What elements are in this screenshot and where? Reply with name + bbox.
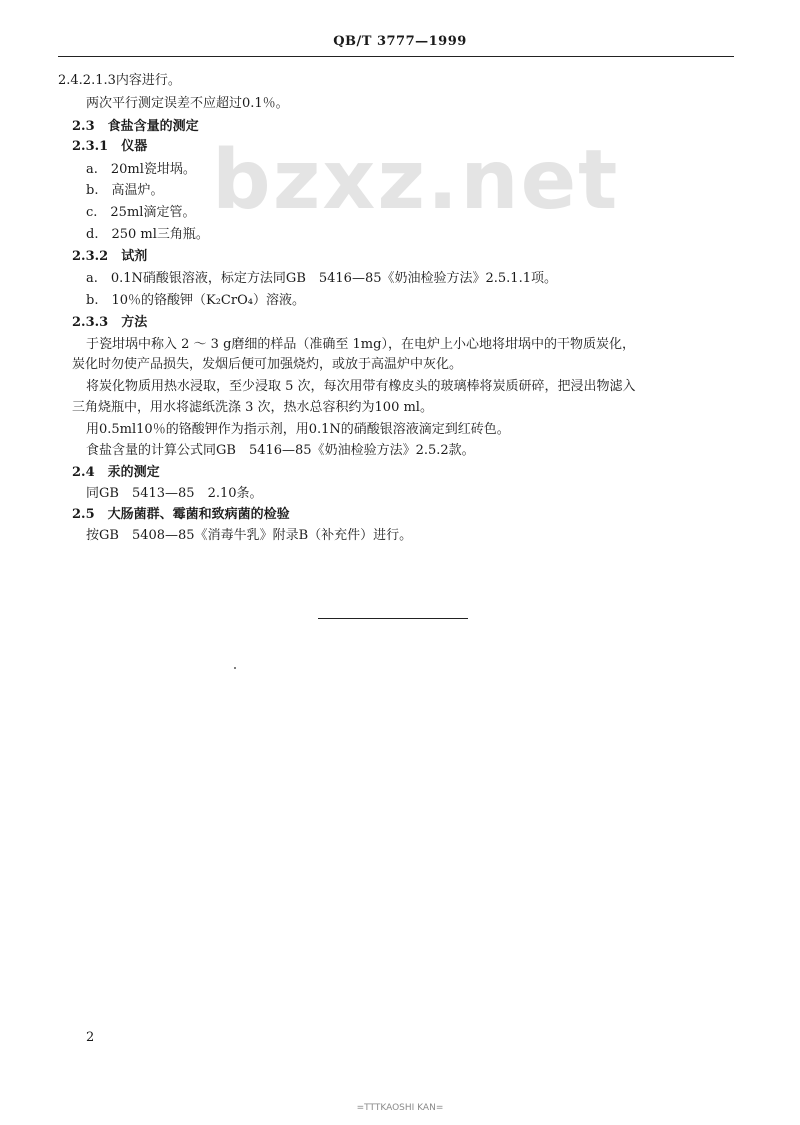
paragraph-line: 三角烧瓶中，用水将滤纸洗涤 3 次，热水总容积约为100 ml。 (72, 400, 433, 415)
list-item: a. 0.1N硝酸银溶液，标定方法同GB 5416—85《奶油检验方法》2.5.1.1项。 (86, 271, 557, 286)
end-of-text-rule (318, 618, 468, 619)
paragraph-line: 同GB 5413—85 2.10条。 (86, 486, 263, 501)
subsection-heading: 2.3.2 试剂 (72, 249, 148, 264)
list-item: b. 10％的铬酸钾（K₂CrO₄）溶液。 (86, 293, 305, 308)
text-line: 两次平行测定误差不应超过0.1％。 (86, 96, 289, 111)
list-item: d. 250 ml三角瓶。 (86, 227, 209, 242)
paragraph-line: 于瓷坩埚中称入 2 ～ 3 g磨细的样品（准确至 1mg），在电炉上小心地将坩埚中的干物质炭化， (86, 337, 635, 352)
subsection-heading: 2.3.3 方法 (72, 315, 148, 330)
paragraph-line: 炭化时勿使产品损失，发烟后便可加强烧灼，或放于高温炉中灰化。 (72, 357, 463, 372)
section-heading: 2.3 食盐含量的测定 (72, 119, 199, 134)
list-item: b. 高温炉。 (86, 183, 164, 198)
watermark: bzxz.net (212, 133, 620, 228)
paragraph-line: 食盐含量的计算公式同GB 5416—85《奶油检验方法》2.5.2款。 (86, 443, 475, 458)
text-line: 2.4.2.1.3内容进行。 (58, 73, 181, 88)
header-rule (58, 56, 734, 57)
section-heading: 2.4 汞的测定 (72, 465, 160, 480)
list-item: a. 20ml瓷坩埚。 (86, 162, 196, 177)
section-heading: 2.5 大肠菌群、霉菌和致病菌的检验 (72, 507, 290, 522)
page-number: 2 (86, 1030, 95, 1045)
scan-speck (234, 667, 236, 669)
list-item: c. 25ml滴定管。 (86, 205, 196, 220)
paragraph-line: 用0.5ml10％的铬酸钾作为指示剂，用0.1N的硝酸银溶液滴定到红砖色。 (86, 422, 510, 437)
paragraph-line: 将炭化物质用热水浸取，至少浸取 5 次，每次用带有橡皮头的玻璃棒将炭质研碎，把浸出物滤入 (86, 379, 636, 394)
subsection-heading: 2.3.1 仪器 (72, 139, 148, 154)
footer-watermark: =TTTKAOSHI KAN= (356, 1103, 444, 1113)
paragraph-line: 按GB 5408—85《消毒牛乳》附录B（补充件）进行。 (86, 528, 413, 543)
standard-code-header: QB/T 3777—1999 (333, 34, 467, 49)
